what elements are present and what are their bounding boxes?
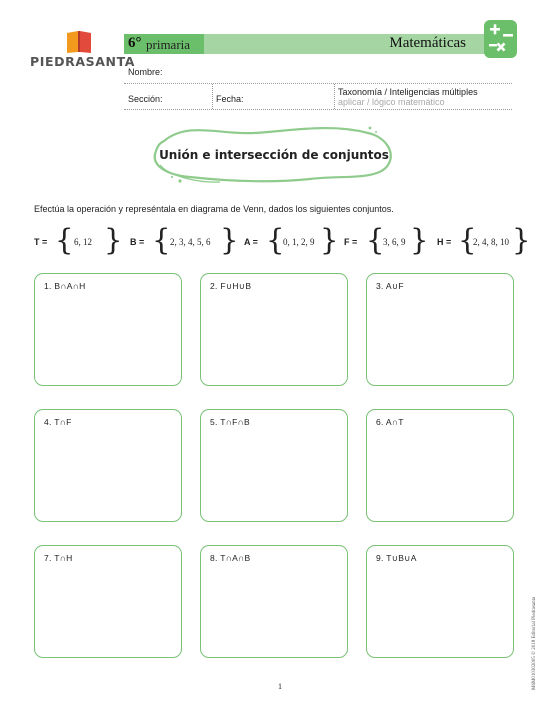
name-label: Nombre: xyxy=(128,67,163,77)
set-values: 6, 12 xyxy=(74,237,92,247)
left-brace: { xyxy=(55,223,74,257)
exercise-label: 8. T∩A∩B xyxy=(210,553,251,563)
divider xyxy=(212,84,213,109)
set-values: 2, 3, 4, 5, 6 xyxy=(170,237,211,247)
exercise-label: 2. F∪H∪B xyxy=(210,281,252,291)
exercise-box[interactable] xyxy=(200,545,348,658)
brand-name: PIEDRASANTA xyxy=(30,54,135,69)
exercise-box[interactable] xyxy=(200,409,348,522)
set-name: H = xyxy=(437,237,452,247)
page-number: 1 xyxy=(278,682,282,691)
right-brace: } xyxy=(104,223,123,257)
right-brace: } xyxy=(410,223,429,257)
section-line xyxy=(124,109,512,110)
taxonomy-sub-label: aplicar / lógico matemático xyxy=(338,97,445,107)
exercise-box[interactable] xyxy=(366,545,514,658)
instruction-text: Efectúa la operación y represéntala en diagrama de Venn, dados los siguientes conjuntos. xyxy=(34,204,394,214)
math-operations-icon xyxy=(484,20,517,58)
exercise-box[interactable] xyxy=(34,273,182,386)
name-line[interactable] xyxy=(124,83,512,84)
grade-label: primaria xyxy=(146,37,191,52)
exercise-label: 5. T∩F∩B xyxy=(210,417,250,427)
left-brace: { xyxy=(266,223,285,257)
right-brace: } xyxy=(512,223,531,257)
date-label: Fecha: xyxy=(216,94,244,104)
taxonomy-label: Taxonomía / Inteligencias múltiples xyxy=(338,87,478,97)
exercise-box[interactable] xyxy=(366,409,514,522)
set-name: A = xyxy=(244,237,258,247)
set-values: 0, 1, 2, 9 xyxy=(283,237,315,247)
exercise-label: 1. B∩A∩H xyxy=(44,281,86,291)
divider xyxy=(334,84,335,109)
set-name: T = xyxy=(34,237,48,247)
side-copyright: M6M010302005 © 2018 Editorial Piedrasanta xyxy=(532,596,537,690)
book-logo-icon xyxy=(65,30,93,54)
exercise-box[interactable] xyxy=(34,409,182,522)
right-brace: } xyxy=(220,223,239,257)
set-name: F = xyxy=(344,237,358,247)
worksheet-title: Unión e intersección de conjuntos xyxy=(159,148,389,162)
exercise-box[interactable] xyxy=(366,273,514,386)
subject-title: Matemáticas xyxy=(389,35,466,51)
exercise-box[interactable] xyxy=(200,273,348,386)
right-brace: } xyxy=(320,223,339,257)
publisher-logo xyxy=(30,30,135,70)
exercise-label: 3. A∪F xyxy=(376,281,404,291)
left-brace: { xyxy=(458,223,477,257)
exercise-label: 9. T∪B∪A xyxy=(376,553,417,563)
set-values: 2, 4, 8, 10 xyxy=(473,237,509,247)
grade-number: 6° xyxy=(128,35,142,51)
section-label: Sección: xyxy=(128,94,163,104)
left-brace: { xyxy=(152,223,171,257)
exercise-box[interactable] xyxy=(34,545,182,658)
left-brace: { xyxy=(366,223,385,257)
exercise-label: 7. T∩H xyxy=(44,553,73,563)
set-name: B = xyxy=(130,237,145,247)
set-values: 3, 6, 9 xyxy=(383,237,406,247)
exercise-label: 4. T∩F xyxy=(44,417,72,427)
exercise-label: 6. A∩T xyxy=(376,417,404,427)
